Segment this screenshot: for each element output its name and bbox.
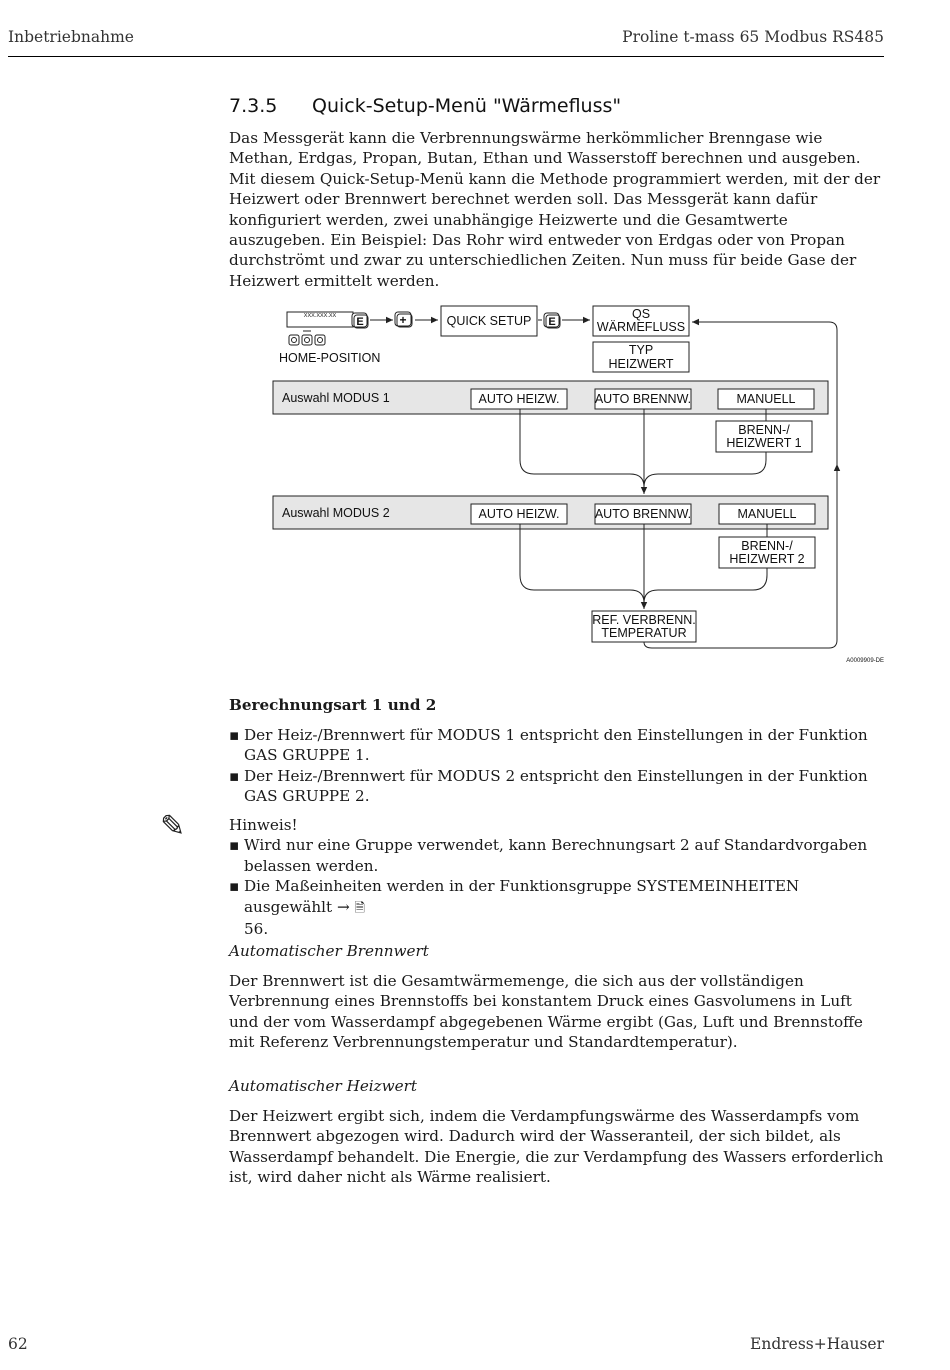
figure-id: A0009909-DE	[846, 658, 884, 664]
auto-brennwert-text-block	[229, 971, 885, 1053]
section-number: 7.3.5	[229, 95, 278, 117]
modus1-auto-brennw-label: AUTO BRENNW.	[594, 392, 692, 406]
key-e-label-2: E	[548, 316, 556, 328]
auto-brennwert-text: Der Brennwert ist die Gesamtwärmemenge, die sich aus der vollständigen Verbrennung eines Brennstoffs bei konstantem Druck eines Gasvolumens in Luft und der vom Wasserdampf abgegebenen Wärme ergibt (Gas, Luft und Brennstoffe mit Referenz Verbrennungstemperatur und Standardtemperatur).	[229, 972, 863, 1052]
calc-item-1: Der Heiz-/Brennwert für MODUS 1 entspricht den Einstellungen in der Funktion GAS GRUPPE 1.	[244, 726, 868, 765]
header-product: Proline t-mass 65 Modbus RS485	[622, 28, 884, 46]
section-title-text: Quick-Setup-Menü "Wärmefluss"	[312, 95, 622, 117]
modus1-auto-heizw-label: AUTO HEIZW.	[478, 392, 560, 406]
quick-setup-label: QUICK SETUP	[446, 314, 532, 328]
note-item-1: Wird nur eine Gruppe verwendet, kann Berechnungsart 2 auf Standardvorgaben belassen werden.	[244, 836, 868, 875]
list-item: ▪ Der Heiz-/Brennwert für MODUS 1 entspricht den Einstellungen in der Funktion GAS GRUPPE 1.	[229, 726, 868, 765]
calc-heading: Berechnungsart 1 und 2	[229, 696, 437, 714]
calc-item-2: Der Heiz-/Brennwert für MODUS 2 entspricht den Einstellungen in der Funktion GAS GRUPPE 2.	[244, 766, 868, 806]
header-chapter: Inbetriebnahme	[8, 28, 134, 46]
section-title	[229, 95, 621, 117]
bh2-label-1: BRENN-/	[741, 539, 793, 553]
qs-label-2: WÄRMEFLUSS	[596, 320, 686, 334]
key-plus-label: +	[399, 313, 407, 327]
note-item-2: Die Maßeinheiten werden in der Funktionsgruppe SYSTEMEINHEITEN ausgewählt →	[244, 877, 800, 916]
key-e-label: E	[356, 316, 364, 328]
auto-heizwert-heading: Automatischer Heizwert	[229, 1077, 418, 1095]
footer-brand: Endress+Hauser	[750, 1335, 884, 1353]
list-item: ▪ Wird nur eine Gruppe verwendet, kann Berechnungsart 2 auf Standardvorgaben belassen werden.	[229, 836, 868, 875]
auto-brennwert-heading: Automatischer Brennwert	[229, 942, 429, 960]
button-3-icon	[315, 335, 325, 345]
modus2-manuell-label: MANUELL	[737, 507, 797, 521]
modus2-auto-brennw-label: AUTO BRENNW.	[594, 507, 692, 521]
bh1-label-2: HEIZWERT 1	[726, 436, 802, 450]
bh1-label-1: BRENN-/	[738, 423, 790, 437]
intro	[229, 128, 885, 291]
intro-paragraph-2: Mit diesem Quick-Setup-Menü kann die Methode programmiert werden, mit der der Heizwert oder Brennwert berechnet werden soll. Das Messgerät kann dafür konfiguriert werden, zwei unabhängige Heizwerte und die Gesamtwerte auszugeben. Ein Beispiel: Das Rohr wird entweder von Erdgas oder von Propan durchströmt und zwar zu unterschiedlichen Zeiten. Nun muss für beide Gase der Heizwert ermittelt werden.	[229, 169, 881, 290]
bh2-label-2: HEIZWERT 2	[729, 552, 805, 566]
typ-label-1: TYP	[628, 343, 654, 357]
intro-paragraph-1: Das Messgerät kann die Verbrennungswärme herkömmlicher Brenngase wie Methan, Erdgas, Propan, Butan, Ethan und Wasserstoff berechnen und ausgeben.	[229, 129, 861, 168]
pencil-icon: ✎	[160, 809, 186, 844]
modus2-label: Auswahl MODUS 2	[282, 506, 390, 520]
page-number: 62	[8, 1335, 28, 1353]
modus1-manuell-label: MANUELL	[736, 392, 796, 406]
button-1-icon	[289, 335, 299, 345]
header-rule	[8, 56, 884, 57]
quick-setup-diagram	[270, 298, 890, 670]
display-text: XXX.XXX.XX	[303, 313, 337, 319]
modus1-label: Auswahl MODUS 1	[282, 391, 390, 405]
home-position-label: HOME-POSITION	[279, 351, 381, 365]
ref-label-2: TEMPERATUR	[601, 626, 687, 640]
ref-label-1: REF. VERBRENN.	[592, 613, 696, 627]
qs-label-1: QS	[631, 307, 651, 321]
typ-label-2: HEIZWERT	[608, 357, 674, 371]
note-title: Hinweis!	[229, 816, 298, 834]
modus2-auto-heizw-label: AUTO HEIZW.	[478, 507, 560, 521]
auto-heizwert-text: Der Heizwert ergibt sich, indem die Verdampfungswärme des Wasserdampfs vom Brennwert abgezogen wird. Dadurch wird der Wasseranteil, der sich bildet, als Wasserdampf behandelt. Die Energie, die zur Verdampfung des Wassers erforderlich ist, wird daher nicht als Wärme realisiert.	[229, 1107, 884, 1187]
list-item: ▪ Der Heiz-/Brennwert für MODUS 2 entspricht den Einstellungen in der Funktion GAS GRUPPE 2.	[229, 766, 868, 806]
calc-list	[229, 725, 885, 807]
auto-heizwert-text-block	[229, 1106, 885, 1188]
book-icon: 🗎	[354, 900, 365, 916]
note-item-2-page: 56.	[244, 920, 269, 939]
button-2-icon	[302, 335, 312, 345]
list-item: ▪ Die Maßeinheiten werden in der Funktionsgruppe SYSTEMEINHEITEN ausgewählt → 🗎 56.	[229, 877, 800, 939]
note	[229, 815, 885, 939]
